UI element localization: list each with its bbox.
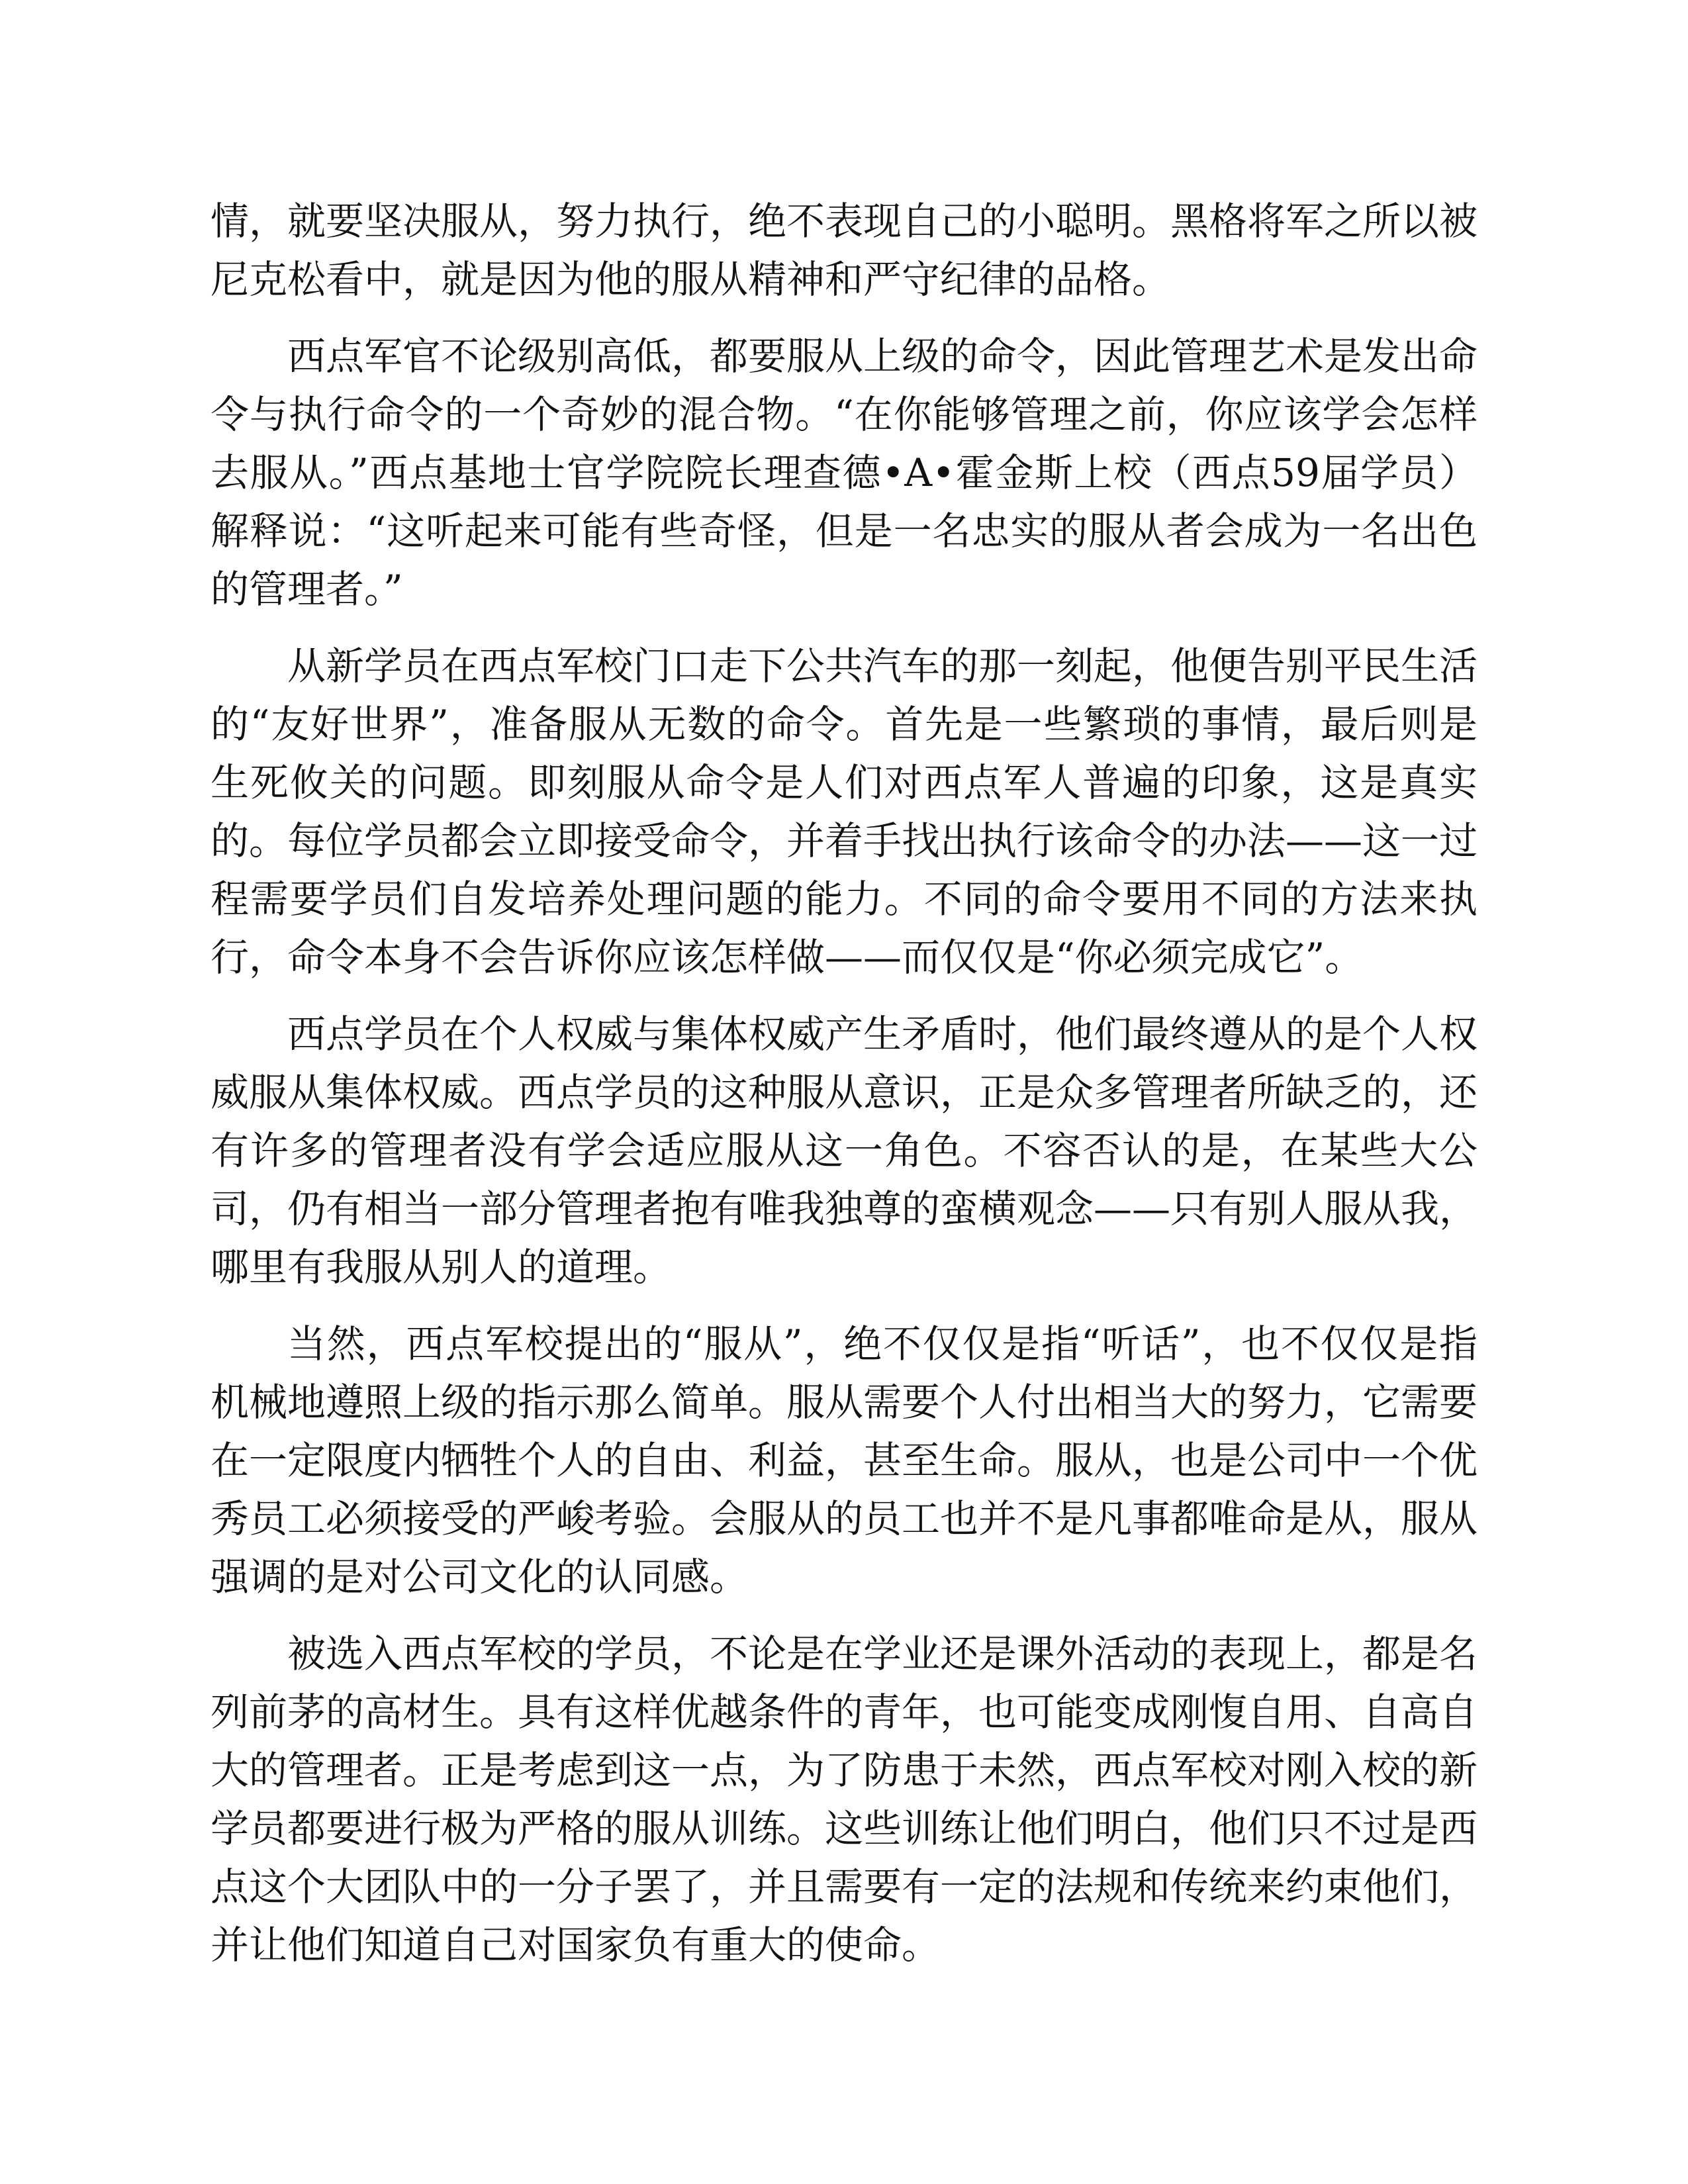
body-text [211,192,1477,1993]
paragraph-3: 从新学员在西点军校门口走下公共汽车的那一刻起，他便告别平民生活的“友好世界”，准备服从无数的命令。首先是一些繁琐的事情，最后则是生死攸关的问题。即刻服从命令是人们对西点军人普遍的印象，这是真实的。每位学员都会立即接受命令，并着手找出执行该命令的办法——这一过程需要学员们自发培养处理问题的能力。不同的命令要用不同的方法来执行，命令本身不会告诉你应该怎样做——而仅仅是“你必须完成它”。 [211,643,1478,980]
paragraph-2: 西点军官不论级别高低，都要服从上级的命令，因此管理艺术是发出命令与执行命令的一个奇妙的混合物。“在你能够管理之前，你应该学会怎样去服从。”西点基地士官学院院长理查德•A•霍金斯上校（西点59届学员）解释说：“这听起来可能有些奇怪，但是一名忠实的服从者会成为一名出色的管理者。” [211,334,1478,612]
paragraph-6: 被选入西点军校的学员，不论是在学业还是课外活动的表现上，都是名列前茅的高材生。具有这样优越条件的青年，也可能变成刚愎自用、自高自大的管理者。正是考虑到这一点，为了防患于未然，西点军校对刚入校的新学员都要进行极为严格的服从训练。这些训练让他们明白，他们只不过是西点这个大团队中的一分子罢了，并且需要有一定的法规和传统来约束他们，并让他们知道自己对国家负有重大的使命。 [211,1631,1478,1968]
paragraph-4: 西点学员在个人权威与集体权威产生矛盾时，他们最终遵从的是个人权威服从集体权威。西点学员的这种服从意识，正是众多管理者所缺乏的，还有许多的管理者没有学会适应服从这一角色。不容否认的是，在某些大公司，仍有相当一部分管理者抱有唯我独尊的蛮横观念——只有别人服从我，哪里有我服从别人的道理。 [211,1012,1478,1290]
paragraph-1: 情，就要坚决服从，努力执行，绝不表现自己的小聪明。黑格将军之所以被尼克松看中，就是因为他的服从精神和严守纪律的品格。 [211,199,1478,302]
paragraph-5: 当然，西点军校提出的“服从”，绝不仅仅是指“听话”，也不仅仅是指机械地遵照上级的指示那么简单。服从需要个人付出相当大的努力，它需要在一定限度内牺牲个人的自由、利益，甚至生命。服从，也是公司中一个优秀员工必须接受的严峻考验。会服从的员工也并不是凡事都唯命是从，服从强调的是对公司文化的认同感。 [211,1321,1478,1599]
